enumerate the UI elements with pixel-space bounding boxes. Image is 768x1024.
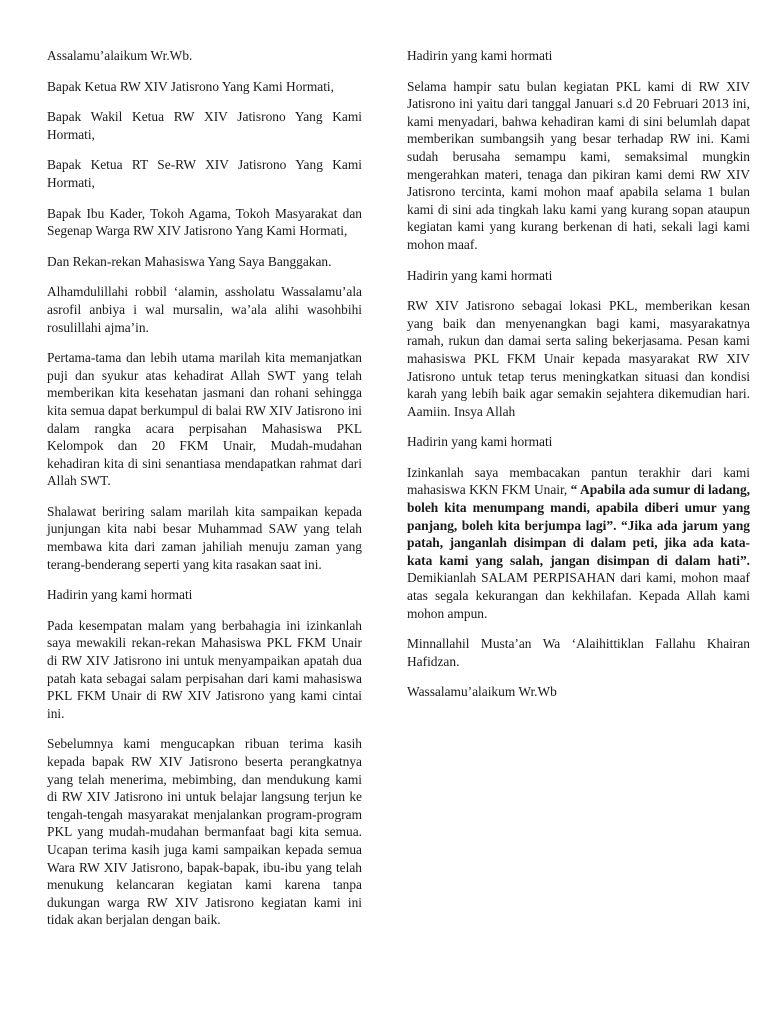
pantun-closing: Demikianlah SALAM PERPISAHAN dari kami, mohon maaf atas segala kekurangan dan kekhilafan. Kepada Allah kami mohon ampun. — [407, 570, 750, 621]
left-column — [47, 47, 362, 942]
salutation-rw-deputy: Bapak Wakil Ketua RW XIV Jatisrono Yang Kami Hormati, — [47, 109, 362, 142]
paragraph-impression: RW XIV Jatisrono sebagai lokasi PKL, memberikan kesan yang baik dan menyenangkan bagi kami, masyarakatnya ramah, rukun dan damai serta saling bekerjasama. Pesan kami mahasiswa PKL FKM Unair kepada masyarakat RW XIV Jatisrono untuk tetap terus meningkatkan situasi dan kondisi karah yang lebih baik agar semakin sejahtera dikemudian hari. Aamiin. Insya Allah — [407, 298, 750, 419]
paragraph-occasion: Pada kesempatan malam yang berbahagia ini izinkanlah saya mewakili rekan-rekan Mahasiswa PKL FKM Unair di RW XIV Jatisrono ini untuk menyampaikan apatah dua patah kata sebagai salam perpisahan dari kami mahasiswa PKL FKM Unair di RW XIV Jatisrono yang kami cintai ini. — [47, 617, 362, 721]
right-column — [407, 47, 750, 714]
salutation-students: Dan Rekan-rekan Mahasiswa Yang Saya Banggakan. — [47, 253, 332, 269]
paragraph-shalawat: Shalawat beriring salam marilah kita sampaikan kepada junjungan kita nabi besar Muhammad SAW yang telah membawa kita dari zaman jahiliah menuju zaman yang terang-benderang seperti yang kita rasakan saat ini. — [47, 503, 362, 572]
heading-hadirin: Hadirin yang kami hormati — [47, 587, 193, 603]
salutation-rt-heads: Bapak Ketua RT Se-RW XIV Jatisrono Yang Kami Hormati, — [47, 157, 362, 190]
pantun-intro: Izinkanlah saya membacakan pantun terakhir dari kami mahasiswa KKN FKM Unair, — [407, 464, 750, 498]
closing-prayer: Minnallahil Musta’an Wa ‘Alaihittiklan Fallahu Khairan Hafidzan. — [407, 636, 750, 669]
paragraph-thanks: Sebelumnya kami mengucapkan ribuan terima kasih kepada bapak RW XIV Jatisrono beserta perangkatnya yang telah menerima, mebimbing, dan mendukung kami di RW XIV Jatisrono ini untuk belajar langsung terjun ke tengah-tengah masyarakat menjalankan program-program PKL yang mudah-mudahan bermanfaat bagi kita semua. Ucapan terima kasih juga kami sampaikan kepada semua Wara RW XIV Jatisrono, bapak-bapak, ibu-ibu yang telah menukung kelancaran kegiatan kami karena tanpa dukungan warga RW XIV Jatisrono kegiatan kami ini tidak akan berjalan dengan baik. — [47, 736, 362, 928]
salutation-community: Bapak Ibu Kader, Tokoh Agama, Tokoh Masyarakat dan Segenap Warga RW XIV Jatisrono Yang Kami Hormati, — [47, 205, 362, 239]
greeting-closing: Wassalamu’alaikum Wr.Wb — [407, 684, 557, 700]
heading-hadirin: Hadirin yang kami hormati — [407, 434, 553, 450]
pantun-text: “ Apabila ada sumur di ladang, boleh kita menumpang mandi, apabila diberi umur yang panjang, boleh kita berjumpa lagi”. “Jika ada jarum yang patah, janganlah disimpan di dalam peti, jika ada kata-kata kami yang salah, jangan disimpan di dalam hati”. — [407, 482, 751, 568]
paragraph-pantun — [407, 464, 750, 622]
salutation-rw-head: Bapak Ketua RW XIV Jatisrono Yang Kami Hormati, — [47, 78, 335, 94]
paragraph-gratitude: Pertama-tama dan lebih utama marilah kita memanjatkan puji dan syukur atas kehadirat Allah SWT yang telah memberikan kita kesehatan jasmani dan rohani sehingga kita semua dapat berkumpul di balai RW XIV Jatisrono ini dalam rangka acara perpisahan Mahasiswa PKL Kelompok dan 20 FKM Unair, Mudah-mudahan kehadiran kita di sini senantiasa mendapatkan rahmat dari Allah SWT. — [47, 350, 362, 489]
greeting-opening: Assalamu’alaikum Wr.Wb. — [47, 48, 193, 63]
paragraph-apology: Selama hampir satu bulan kegiatan PKL kami di RW XIV Jatisrono ini yaitu dari tanggal Januari s.d 20 Februari 2013 ini, kami menyadari, bahwa kehadiran kami di sini belumlah dapat memberikan sumbangsih yang besar terhadap RW ini. Kami sudah berusaha semampu kami, semaksimal mungkin mengerahkan materi, tenaga dan pikiran kami demi RW XIV Jatisrono tercinta, kami mohon maaf apabila selama 1 bulan kami di sini ada tingkah laku kami yang kurang sopan ataupun kegiatan kami yang kurang berkenan di hati, sekali lagi kami mohon maaf. — [407, 78, 750, 252]
heading-hadirin: Hadirin yang kami hormati — [407, 48, 553, 63]
opening-prayer: Alhamdulillahi robbil ‘alamin, assholatu Wassalamu’ala asrofil anbiya i wal mursalin, wa’ala alihi wasohbihi rosulillahi ajma’in. — [47, 284, 362, 335]
heading-hadirin: Hadirin yang kami hormati — [407, 267, 553, 283]
